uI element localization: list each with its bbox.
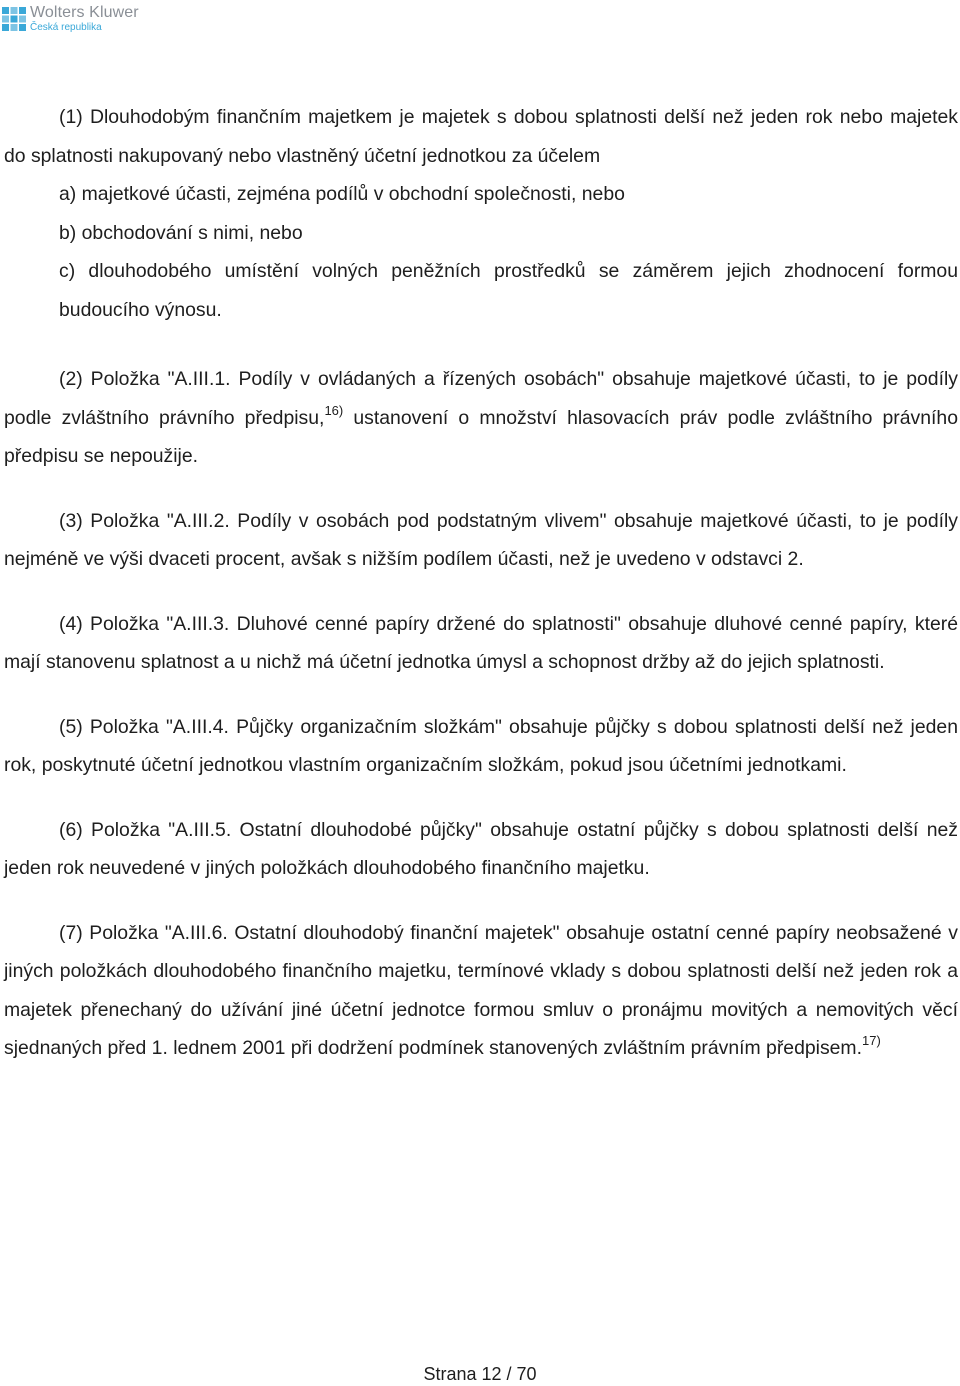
paragraph-1-item-c: c) dlouhodobého umístění volných peněžních prostředků se záměrem jejich zhodnocení formou budoucího výnosu. bbox=[59, 260, 958, 321]
paragraph-1-intro: (1) Dlouhodobým finančním majetkem je majetek s dobou splatnosti delší než jeden rok nebo majetek do splatnosti nakupovaný nebo vlastněný účetní jednotkou za účelem bbox=[4, 106, 958, 167]
paragraph-1-item-a: a) majetkové účasti, zejména podílů v obchodní společnosti, nebo bbox=[59, 183, 625, 205]
logo-brand-text: Wolters Kluwer bbox=[30, 4, 139, 21]
paragraph-1-item-b: b) obchodování s nimi, nebo bbox=[59, 221, 303, 244]
paragraph-7-text: (7) Položka "A.III.6. Ostatní dlouhodobý finanční majetek" obsahuje ostatní cenné papíry neobsažené v jiných položkách dlouhodobého finančního majetku, termínové vklady s dobou splatnosti delší než jeden rok a majetek přenechaný do užívání jiné účetní jednotce formou smluv o pronájmu movitých a nemovitých věcí sjednaných před 1. lednem 2001 při dodržení podmínek stanovených zvláštním právním předpisem. bbox=[4, 921, 958, 1059]
wolters-kluwer-logo-icon bbox=[2, 7, 26, 31]
paragraph-4: (4) Položka "A.III.3. Dluhové cenné papíry držené do splatnosti" obsahuje dluhové cenné papíry, které mají stanovenu splatnost a u nichž má účetní jednotka úmysl a schopnost držby až do jejich splatnosti. bbox=[4, 612, 958, 673]
footnote-ref-17: 17) bbox=[861, 1033, 881, 1048]
paragraph-2 bbox=[4, 360, 958, 476]
paragraph-2-text-after-ref: ustanovení o množství hlasovacích práv podle zvláštního právního předpisu se nepoužije. bbox=[4, 406, 958, 467]
footnote-ref-16: 16) bbox=[324, 402, 344, 418]
paragraph-7 bbox=[4, 914, 958, 1068]
paragraph-3: (3) Položka "A.III.2. Podíly v osobách pod podstatným vlivem" obsahuje majetkové účasti, to je podíly nejméně ve výši dvaceti procent, avšak s nižším podílem účasti, než je uvedeno v odstavci 2. bbox=[4, 509, 958, 570]
wolters-kluwer-logo bbox=[2, 2, 139, 36]
page-number-footer: Strana 12 / 70 bbox=[423, 1364, 537, 1384]
document-body bbox=[4, 98, 958, 1068]
paragraph-2-text-before-ref: (2) Položka "A.III.1. Podíly v ovládaných a řízených osobách" obsahuje majetkové účasti, to je podíly podle zvláštního právního předpisu, bbox=[4, 368, 958, 429]
paragraph-5: (5) Položka "A.III.4. Půjčky organizačním složkám" obsahuje půjčky s dobou splatnosti delší než jeden rok, poskytnuté účetní jednotkou vlastním organizačním složkám, pokud jsou účetními jednotkami. bbox=[4, 715, 958, 776]
logo-subtitle-text: Česká republika bbox=[30, 22, 102, 33]
paragraph-6: (6) Položka "A.III.5. Ostatní dlouhodobé půjčky" obsahuje ostatní půjčky s dobou splatnosti delší než jeden rok neuvedené v jiných položkách dlouhodobého finančního majetku. bbox=[4, 818, 958, 879]
